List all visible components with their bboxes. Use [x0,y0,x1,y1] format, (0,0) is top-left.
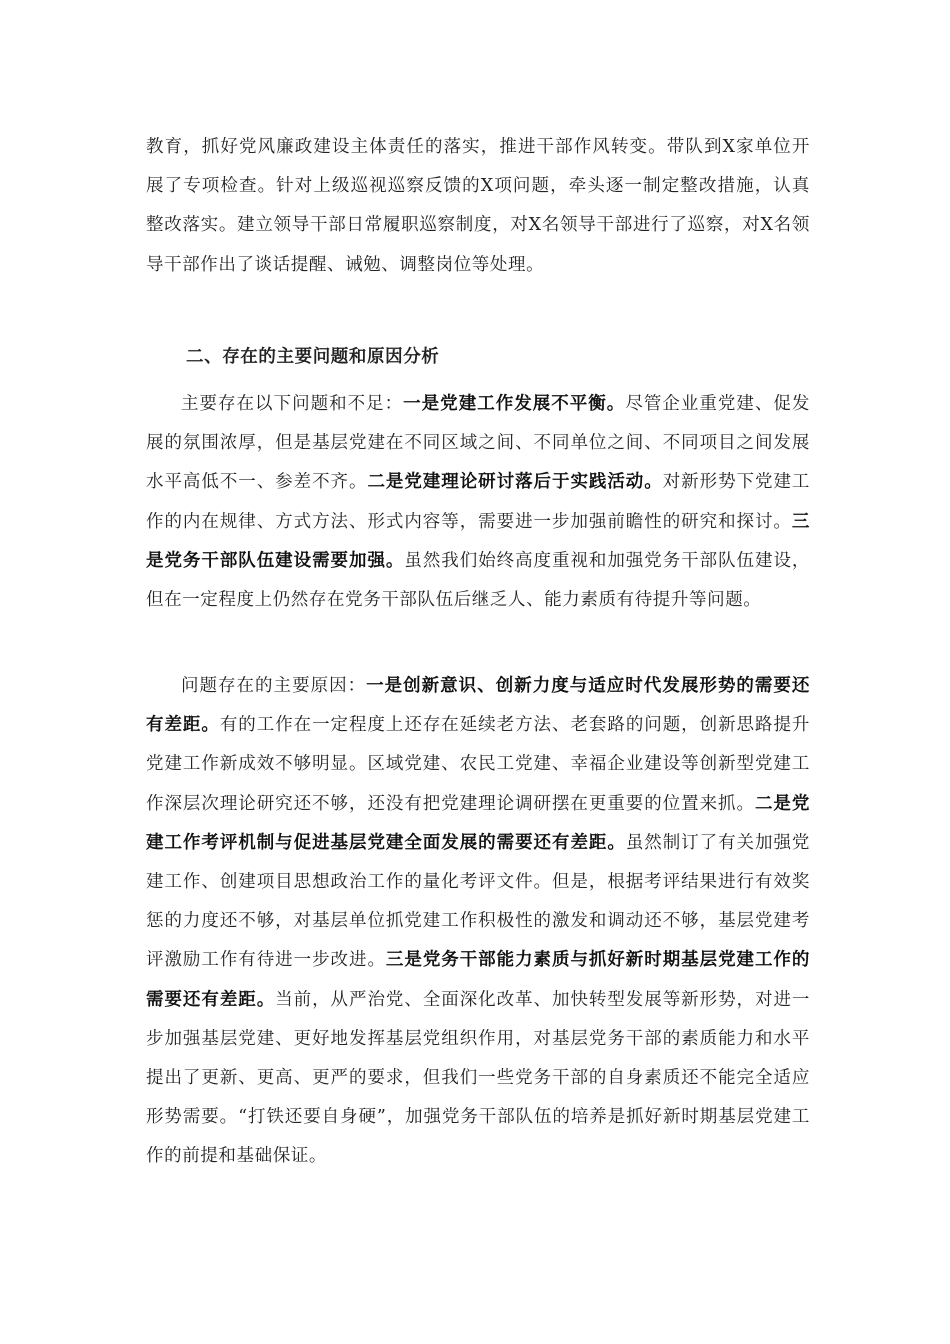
text-run: 尽管企业重党建、促发展的氛围浓厚，但是基层党建在不同区域之间、不同单位之间、不同项目之间发展水平高低不一、参差不齐。 [146,394,811,493]
paragraph-causes [146,667,810,1177]
bold-point-1: 一是党建工作发展不平衡。 [403,394,626,414]
bold-cause-3: 三是党务干部能力素质与抓好新时期基层党建工作的需要还有差距。 [146,950,810,1010]
text-run: 虽然我们始终高度重视和加强党务干部队伍建设，但在一定程度上仍然存在党务干部队伍后继乏人、能力素质有待提升等问题。 [146,550,810,611]
bold-cause-2: 二是党建工作考评机制与促进基层党建全面发展的需要还有差距。 [146,793,810,853]
text-run: 虽然制订了有关加强党建工作、创建项目思想政治工作的量化考评文件。但是，根据考评结果进行有效奖惩的力度还不够，对基层单位抓党建工作积极性的激发和调动还不够，基层党建考评激励工作有待进一步改进。 [146,832,810,971]
paragraph-intro: 教育，抓好党风廉政建设主体责任的落实，推进干部作风转变。带队到X家单位开展了专项检查。针对上级巡视巡察反馈的X项问题，牵头逐一制定整改措施，认真整改落实。建立领导干部日常履职巡察制度，对X名领导干部进行了巡察，对X名领导干部作出了谈话提醒、诫勉、调整岗位等处理。 [146,137,810,275]
paragraph-problems [146,385,810,620]
text-run: 主要存在以下问题和不足： [181,394,404,414]
bold-point-3: 三是党务干部队伍建设需要加强。 [146,511,810,571]
text-run: 对新形势下党建工作的内在规律、方式方法、形式内容等，需要进一步加强前瞻性的研究和探讨。 [146,472,810,532]
bold-point-2: 二是党建理论研讨落后于实践活动。 [367,472,663,493]
text-run: 当前，从严治党、全面深化改革、加快转型发展等新形势，对进一步加强基层党建、更好地发挥基层党组织作用，对基层党务干部的素质能力和水平提出了更新、更高、更严的要求，但我们一些党务干部的自身素质还不能完全适应形势需要。“打铁还要自身硬”，加强党务干部队伍的培养是抓好新时期基层党建工作的前提和基础保证。 [146,989,810,1167]
bold-cause-1: 一是创新意识、创新力度与适应时代发展形势的需要还有差距。 [146,676,810,736]
text-run: 有的工作在一定程度上还存在延续老方法、老套路的问题，创新思路提升党建工作新成效不够明显。区域党建、农民工党建、幸福企业建设等创新型党建工作深层次理论研究还不够，还没有把党建理论调研摆在更重要的位置来抓。 [146,715,810,814]
section-heading: 二、存在的主要问题和原因分析 [186,347,440,367]
text-run: 问题存在的主要原因： [181,676,367,696]
